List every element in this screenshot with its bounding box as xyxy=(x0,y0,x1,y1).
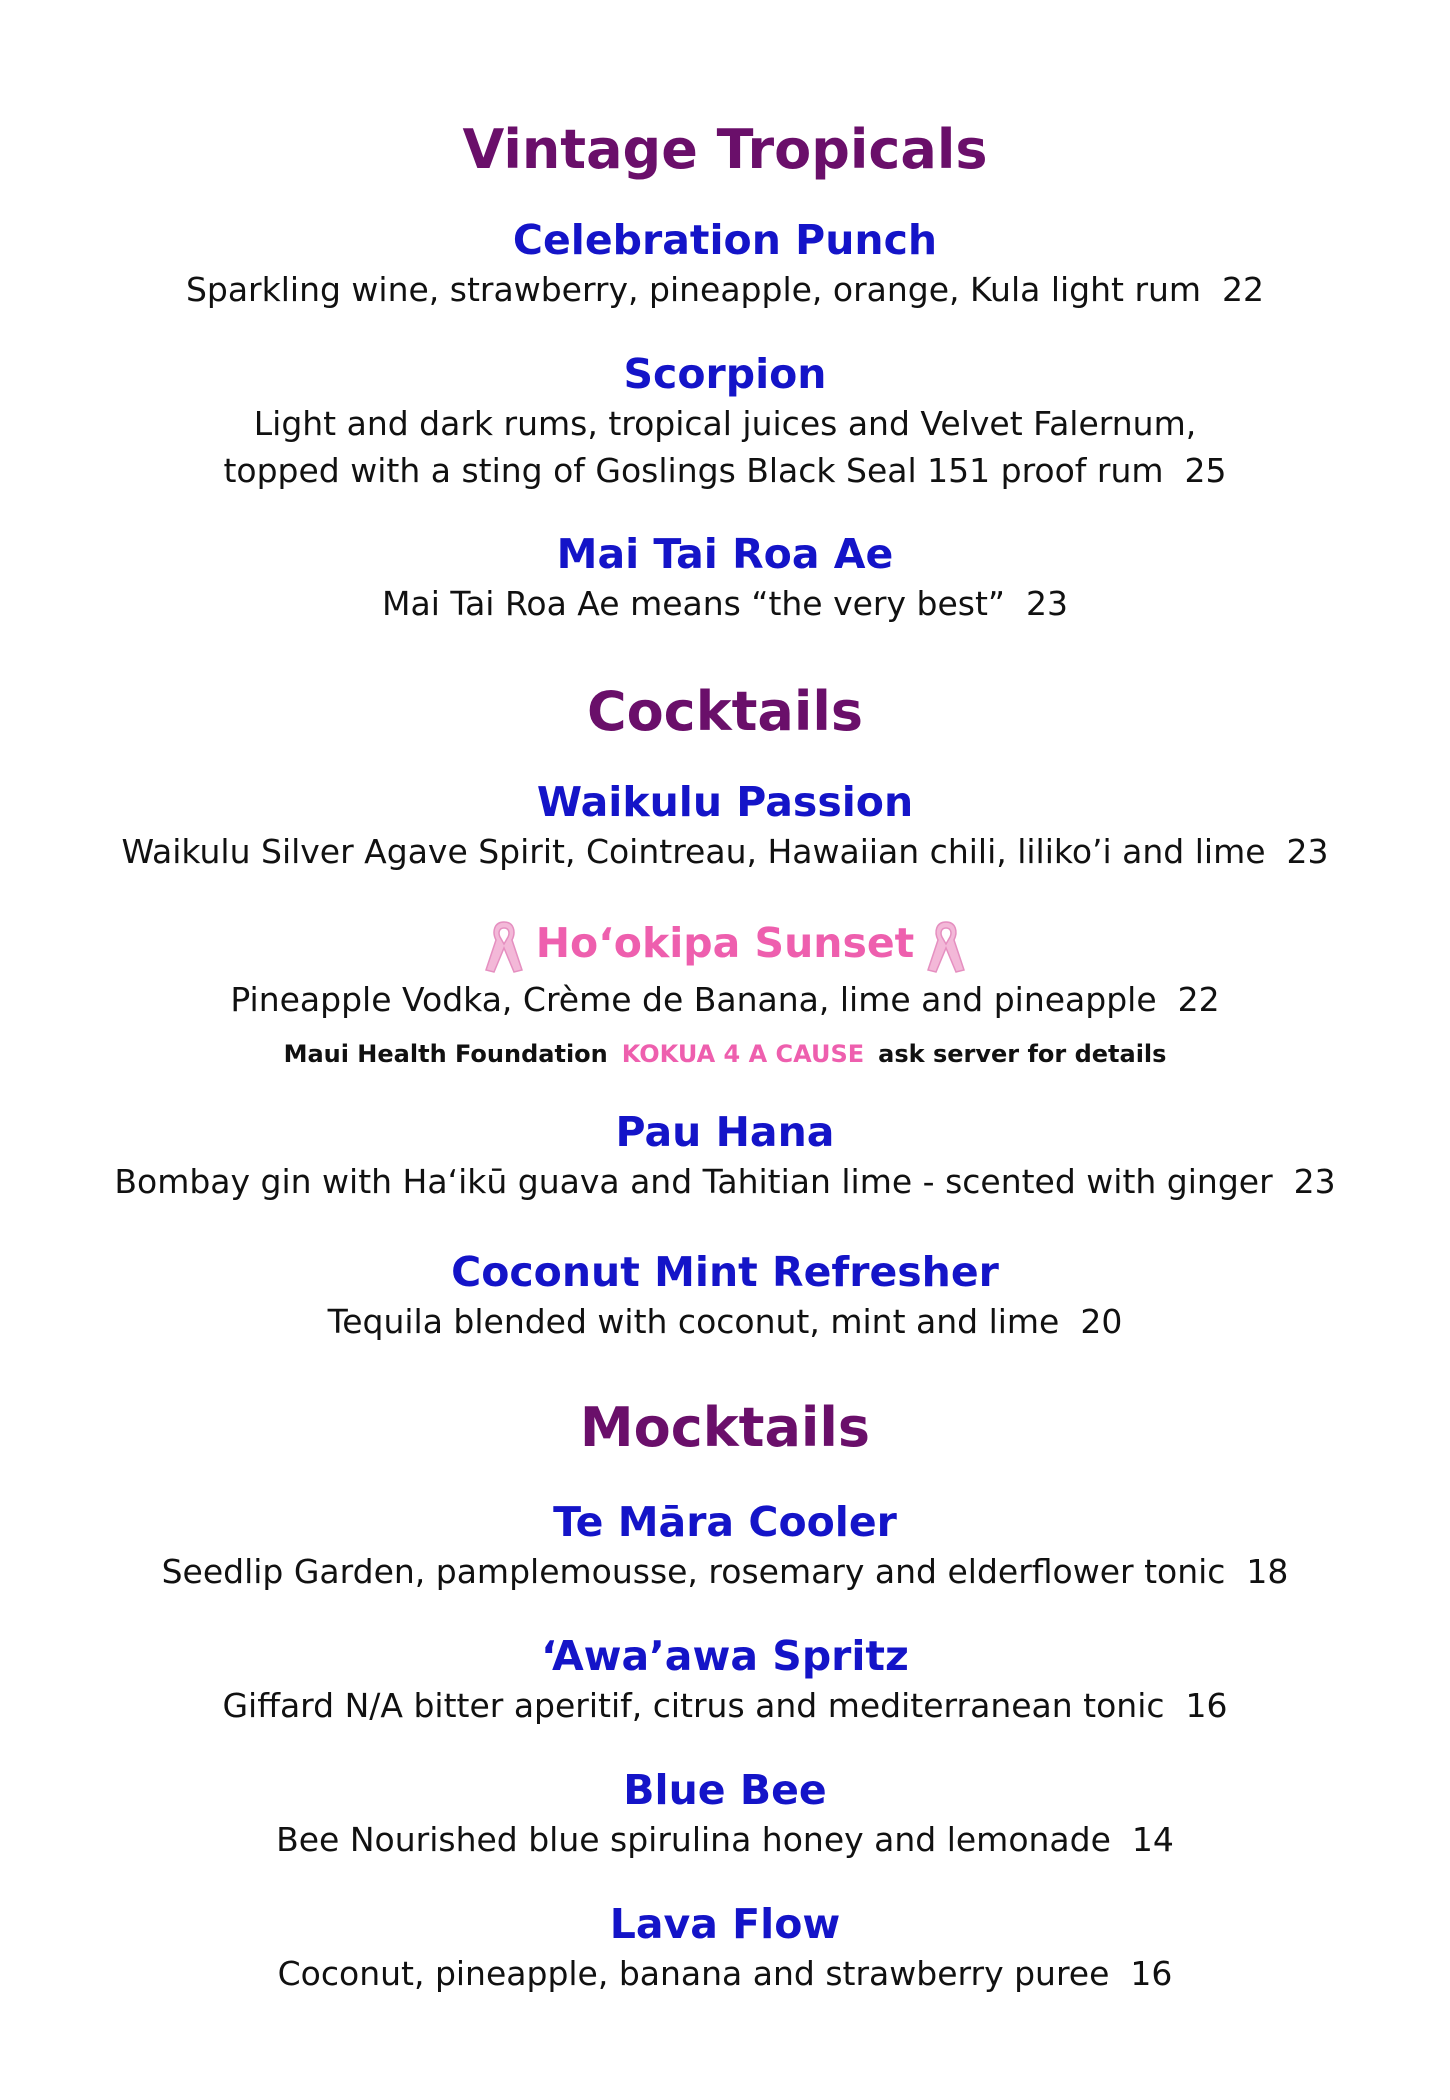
drink-name-scorpion: Scorpion xyxy=(623,350,827,398)
promo-line xyxy=(0,1037,1450,1071)
section-title-cocktails: Cocktails xyxy=(586,680,864,743)
drink-description: Coconut, pineapple, banana and strawberry puree 16 xyxy=(277,1954,1173,1993)
drink-name-row-hookipa-sunset xyxy=(0,916,1450,976)
drink-name-pau-hana: Pau Hana xyxy=(615,1108,835,1156)
drink-description: Light and dark rums, tropical juices and Velvet Falernum, xyxy=(253,404,1197,443)
drink-description: Waikulu Silver Agave Spirit, Cointreau, Hawaiian chili, liliko’i and lime 23 xyxy=(121,832,1329,871)
section-title-vintage-tropicals: Vintage Tropicals xyxy=(462,118,988,181)
drink-name-waikulu-passion: Waikulu Passion xyxy=(536,778,914,826)
drink-description: Mai Tai Roa Ae means “the very best” 23 xyxy=(382,584,1068,623)
drink-name-celebration-punch: Celebration Punch xyxy=(512,216,938,264)
drink-name-blue-bee: Blue Bee xyxy=(623,1766,827,1814)
drink-description: Bee Nourished blue spirulina honey and lemonade 14 xyxy=(276,1820,1174,1859)
drink-description: Pineapple Vodka, Crème de Banana, lime and pineapple 22 xyxy=(230,980,1220,1019)
drink-description: topped with a sting of Goslings Black Seal 151 proof rum 25 xyxy=(223,451,1227,490)
pink-ribbon-icon xyxy=(924,916,968,976)
promo-foundation: Maui Health Foundation xyxy=(283,1040,608,1068)
drink-name-lava-flow: Lava Flow xyxy=(609,1900,841,1948)
drink-name-mai-tai-roa-ae: Mai Tai Roa Ae xyxy=(556,530,894,578)
drink-description: Giffard N/A bitter aperitif, citrus and mediterranean tonic 16 xyxy=(222,1686,1228,1725)
drink-description: Sparkling wine, strawberry, pineapple, orange, Kula light rum 22 xyxy=(185,270,1265,309)
drink-description: Tequila blended with coconut, mint and lime 20 xyxy=(327,1302,1123,1341)
pink-ribbon-icon xyxy=(482,916,526,976)
drink-name-coconut-mint-refresher: Coconut Mint Refresher xyxy=(451,1248,999,1296)
drink-name-hookipa-sunset: Hoʻokipa Sunset xyxy=(535,919,915,967)
drink-description: Seedlip Garden, pamplemousse, rosemary and elderflower tonic 18 xyxy=(161,1552,1289,1591)
section-title-mocktails: Mocktails xyxy=(579,1396,871,1459)
drink-name-te-mara-cooler: Te Māra Cooler xyxy=(553,1498,897,1546)
drink-name-awaawa-spritz: ‘Awa’awa Spritz xyxy=(541,1632,909,1680)
promo-cause: KOKUA 4 A CAUSE xyxy=(621,1040,865,1068)
promo-note: ask server for details xyxy=(878,1040,1167,1068)
drink-description: Bombay gin with Haʻikū guava and Tahitian lime - scented with ginger 23 xyxy=(114,1162,1336,1201)
